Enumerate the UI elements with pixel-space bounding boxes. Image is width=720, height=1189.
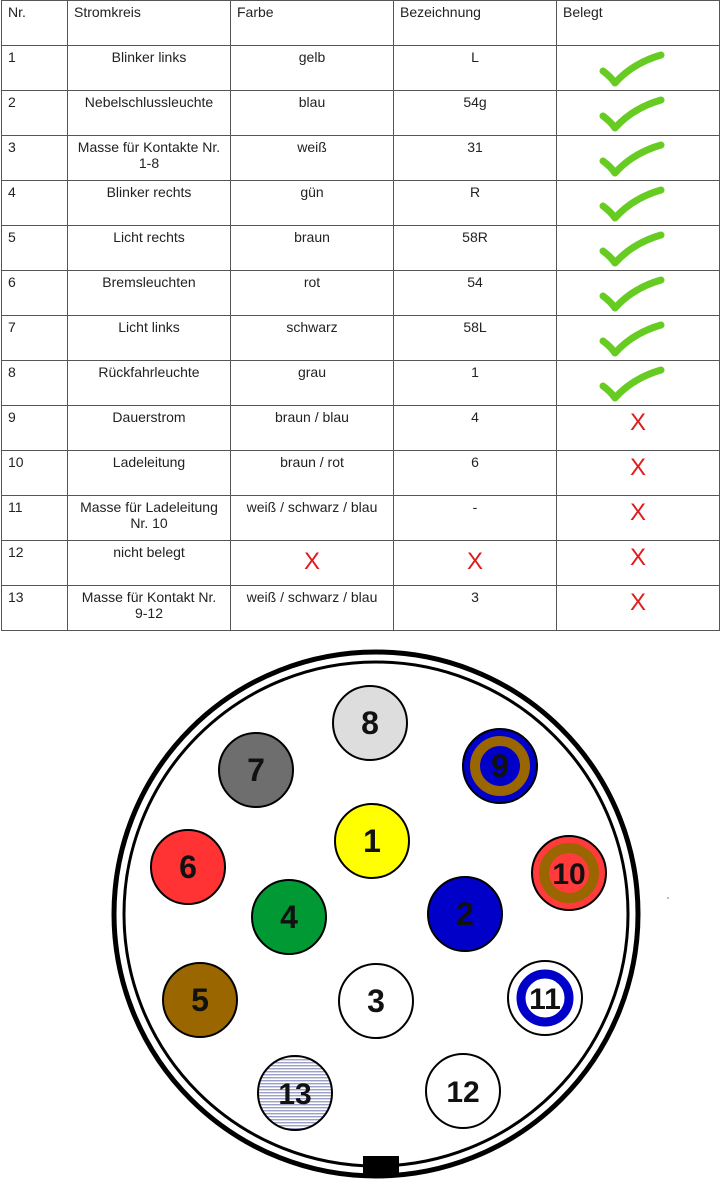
cell-nr: 2 bbox=[2, 91, 68, 136]
cell-belegt bbox=[557, 541, 720, 586]
pin-1 bbox=[335, 804, 409, 878]
cell-farbe: rot bbox=[231, 271, 394, 316]
table-row bbox=[2, 271, 720, 316]
connector-diagram bbox=[0, 640, 720, 1184]
cell-farbe: schwarz bbox=[231, 316, 394, 361]
cell-farbe: blau bbox=[231, 91, 394, 136]
table-row bbox=[2, 91, 720, 136]
x-mark-icon: X bbox=[629, 544, 646, 571]
cell-stromkreis: Nebelschlussleuchte bbox=[68, 91, 231, 136]
cell-belegt bbox=[557, 496, 720, 541]
cell-nr: 7 bbox=[2, 316, 68, 361]
cell-bezeichnung: R bbox=[394, 181, 557, 226]
cell-farbe: weiß / schwarz / blau bbox=[231, 586, 394, 631]
cell-belegt bbox=[557, 271, 720, 316]
cell-farbe: grau bbox=[231, 361, 394, 406]
header-belegt: Belegt bbox=[557, 1, 720, 46]
cell-nr: 11 bbox=[2, 496, 68, 541]
pin-label: 8 bbox=[361, 705, 379, 741]
pin-5 bbox=[163, 963, 237, 1037]
table-row bbox=[2, 361, 720, 406]
pin-label: 1 bbox=[363, 823, 381, 859]
pin-label: 6 bbox=[179, 849, 197, 885]
cell-nr: 12 bbox=[2, 541, 68, 586]
pin-9 bbox=[463, 729, 537, 803]
cell-stromkreis: Masse für Ladeleitung Nr. 10 bbox=[68, 496, 231, 541]
cell-bezeichnung: 4 bbox=[394, 406, 557, 451]
cell-farbe bbox=[231, 541, 394, 586]
cell-nr: 8 bbox=[2, 361, 68, 406]
cell-nr: 4 bbox=[2, 181, 68, 226]
pin-label: 9 bbox=[491, 748, 509, 784]
cell-stromkreis: Ladeleitung bbox=[68, 451, 231, 496]
pin-7 bbox=[219, 733, 293, 807]
pin-12 bbox=[426, 1054, 500, 1128]
header-bezeichnung: Bezeichnung bbox=[394, 1, 557, 46]
cell-nr: 9 bbox=[2, 406, 68, 451]
cell-farbe: braun / rot bbox=[231, 451, 394, 496]
table-header-row bbox=[2, 1, 720, 46]
cell-bezeichnung: 58R bbox=[394, 226, 557, 271]
cell-nr: 1 bbox=[2, 46, 68, 91]
cell-belegt bbox=[557, 406, 720, 451]
cell-nr: 5 bbox=[2, 226, 68, 271]
cell-stromkreis: Masse für Kontakt Nr. 9-12 bbox=[68, 586, 231, 631]
cell-stromkreis: Bremsleuchten bbox=[68, 271, 231, 316]
cell-nr: 13 bbox=[2, 586, 68, 631]
checkmark-icon bbox=[563, 184, 713, 220]
x-mark-icon: X bbox=[466, 548, 483, 575]
pin-11 bbox=[508, 961, 582, 1035]
cell-bezeichnung: - bbox=[394, 496, 557, 541]
table-row bbox=[2, 46, 720, 91]
cell-nr: 6 bbox=[2, 271, 68, 316]
pin-label: 13 bbox=[278, 1078, 312, 1111]
cell-stromkreis: Licht links bbox=[68, 316, 231, 361]
checkmark-icon bbox=[563, 274, 713, 310]
cell-belegt bbox=[557, 361, 720, 406]
checkmark-icon bbox=[563, 49, 713, 85]
cell-farbe: braun / blau bbox=[231, 406, 394, 451]
connector-key-notch bbox=[363, 1156, 399, 1174]
checkmark-icon bbox=[563, 364, 713, 400]
pin-3 bbox=[339, 964, 413, 1038]
cell-belegt bbox=[557, 46, 720, 91]
pin-label: 7 bbox=[247, 752, 265, 788]
cell-belegt bbox=[557, 91, 720, 136]
table-row bbox=[2, 181, 720, 226]
cell-stromkreis: Dauerstrom bbox=[68, 406, 231, 451]
pin-4 bbox=[252, 880, 326, 954]
pin-label: 11 bbox=[529, 983, 561, 1016]
cell-bezeichnung: 1 bbox=[394, 361, 557, 406]
cell-belegt bbox=[557, 451, 720, 496]
cell-stromkreis: Blinker rechts bbox=[68, 181, 231, 226]
cell-nr: 3 bbox=[2, 136, 68, 181]
pin-8 bbox=[333, 686, 407, 760]
pin-label: 4 bbox=[280, 899, 298, 935]
cell-farbe: braun bbox=[231, 226, 394, 271]
cell-belegt bbox=[557, 586, 720, 631]
cell-stromkreis: Licht rechts bbox=[68, 226, 231, 271]
cell-farbe: weiß bbox=[231, 136, 394, 181]
x-mark-icon: X bbox=[629, 454, 646, 481]
x-mark-icon: X bbox=[303, 548, 320, 575]
cell-bezeichnung: 54 bbox=[394, 271, 557, 316]
table-row bbox=[2, 586, 720, 631]
cell-belegt bbox=[557, 136, 720, 181]
header-farbe: Farbe bbox=[231, 1, 394, 46]
table-row bbox=[2, 316, 720, 361]
cell-belegt bbox=[557, 316, 720, 361]
cell-bezeichnung bbox=[394, 541, 557, 586]
header-nr: Nr. bbox=[2, 1, 68, 46]
table-row bbox=[2, 451, 720, 496]
pin-label: 3 bbox=[367, 983, 385, 1019]
cell-bezeichnung: 54g bbox=[394, 91, 557, 136]
cell-stromkreis: Masse für Kontakte Nr. 1-8 bbox=[68, 136, 231, 181]
header-stromkreis: Stromkreis bbox=[68, 1, 231, 46]
checkmark-icon bbox=[563, 94, 713, 130]
cell-bezeichnung: 31 bbox=[394, 136, 557, 181]
table-row bbox=[2, 136, 720, 181]
pin-label: 5 bbox=[191, 982, 209, 1018]
cell-belegt bbox=[557, 181, 720, 226]
cell-nr: 10 bbox=[2, 451, 68, 496]
x-mark-icon: X bbox=[629, 589, 646, 616]
pin-label: 10 bbox=[552, 858, 586, 891]
checkmark-icon bbox=[563, 229, 713, 265]
cell-stromkreis: nicht belegt bbox=[68, 541, 231, 586]
x-mark-icon: X bbox=[629, 409, 646, 436]
x-mark-icon: X bbox=[629, 499, 646, 526]
cell-belegt bbox=[557, 226, 720, 271]
table-row bbox=[2, 496, 720, 541]
cell-farbe: gelb bbox=[231, 46, 394, 91]
checkmark-icon bbox=[563, 139, 713, 175]
cell-bezeichnung: 58L bbox=[394, 316, 557, 361]
pin-10 bbox=[532, 836, 606, 910]
cell-bezeichnung: L bbox=[394, 46, 557, 91]
table-row bbox=[2, 226, 720, 271]
cell-stromkreis: Blinker links bbox=[68, 46, 231, 91]
pin-assignment-table bbox=[1, 0, 720, 631]
cell-stromkreis: Rückfahrleuchte bbox=[68, 361, 231, 406]
pin-label: 12 bbox=[446, 1076, 480, 1109]
cell-farbe: weiß / schwarz / blau bbox=[231, 496, 394, 541]
pin-label: 2 bbox=[456, 896, 474, 932]
cell-bezeichnung: 6 bbox=[394, 451, 557, 496]
checkmark-icon bbox=[563, 319, 713, 355]
pin-13 bbox=[258, 1056, 332, 1130]
table-row bbox=[2, 406, 720, 451]
table-row bbox=[2, 541, 720, 586]
cell-farbe: gün bbox=[231, 181, 394, 226]
pin-6 bbox=[151, 830, 225, 904]
cell-bezeichnung: 3 bbox=[394, 586, 557, 631]
pin-2 bbox=[428, 877, 502, 951]
